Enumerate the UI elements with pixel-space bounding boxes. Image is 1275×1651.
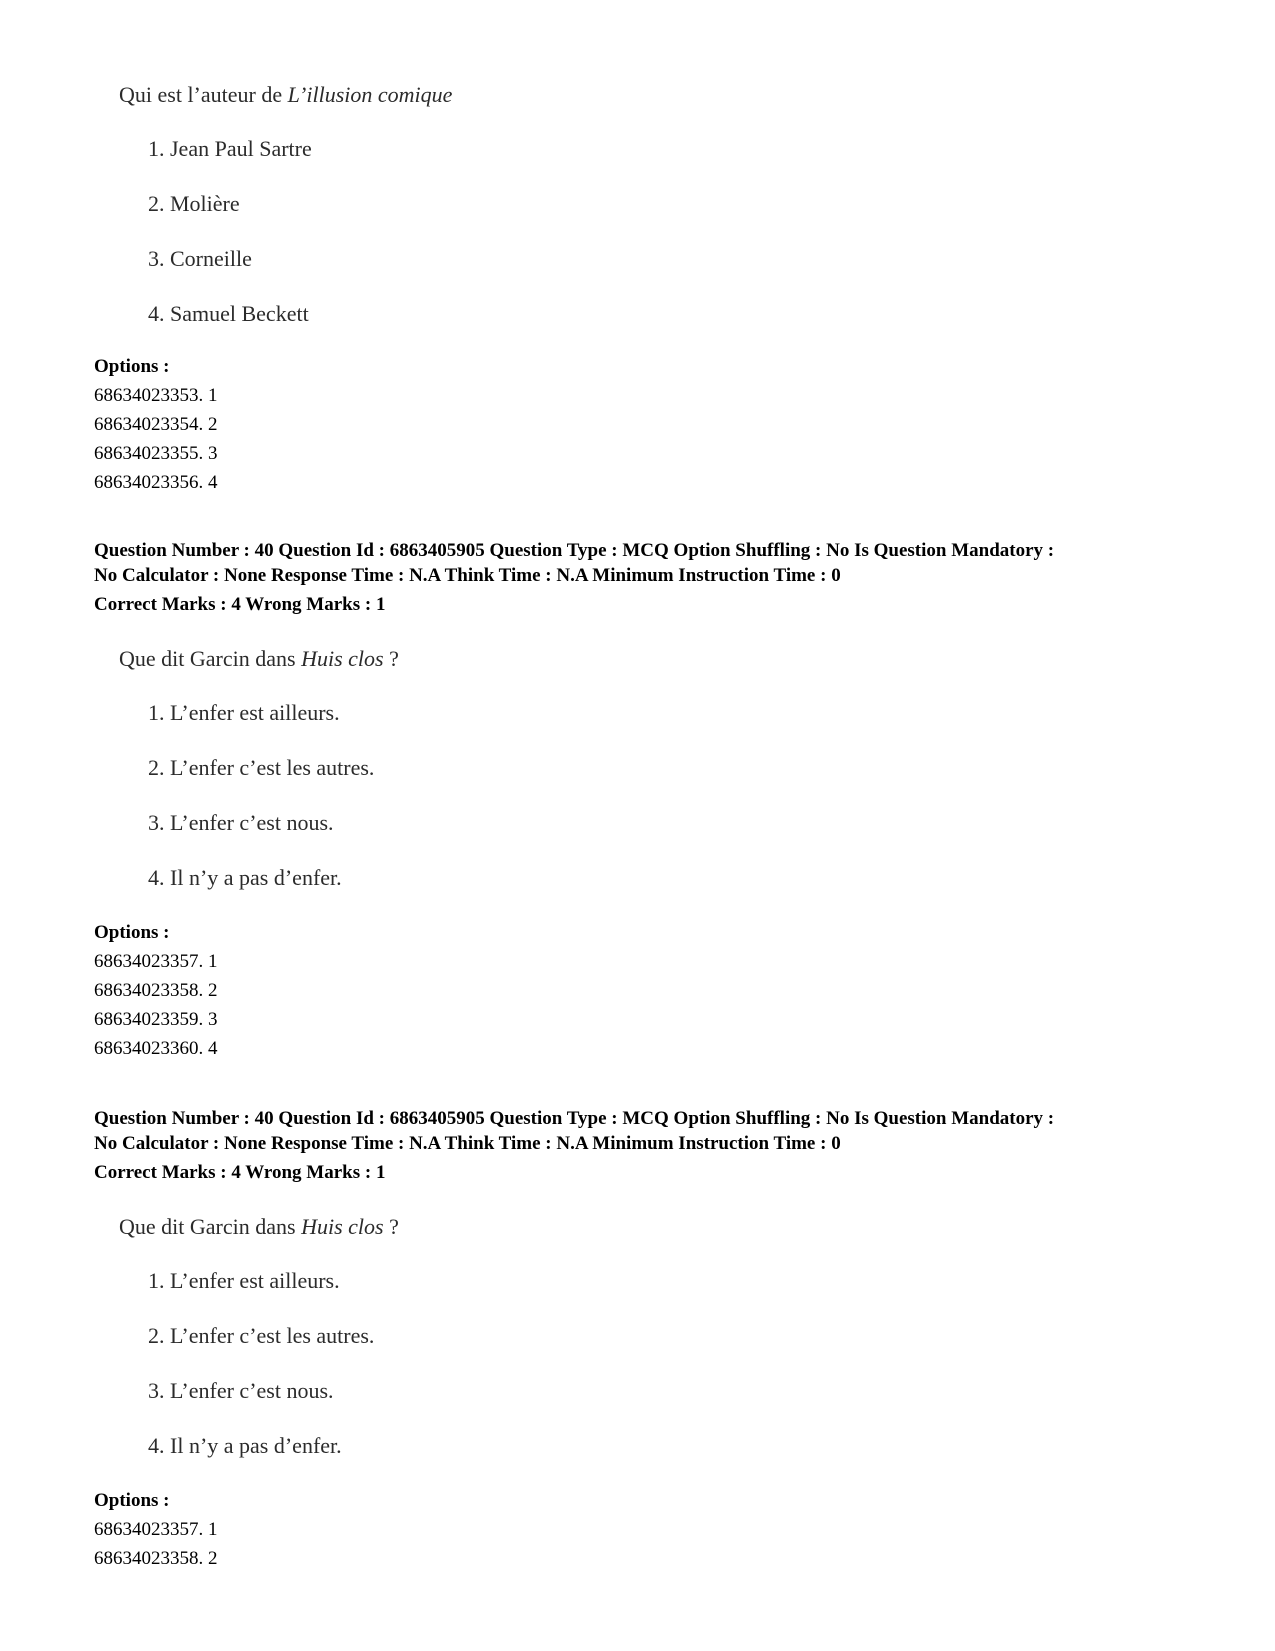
option-id-3: 68634023355. 3 (94, 443, 218, 464)
choice-4: 4. Il n’y a pas d’enfer. (148, 1433, 342, 1458)
choice-1: 1. L’enfer est ailleurs. (148, 1268, 340, 1293)
option-id-3: 68634023359. 3 (94, 1009, 218, 1030)
stem-suffix: ? (383, 646, 399, 671)
option-id-1: 68634023357. 1 (94, 1519, 218, 1540)
question-meta-line-2: No Calculator : None Response Time : N.A Think Time : N.A Minimum Instruction Time : 0 (94, 1133, 841, 1154)
choice-4: 4. Il n’y a pas d’enfer. (148, 865, 342, 890)
options-label: Options : (94, 356, 170, 377)
option-id-2: 68634023358. 2 (94, 1548, 218, 1569)
options-label: Options : (94, 922, 170, 943)
choice-3: 3. L’enfer c’est nous. (148, 1378, 334, 1403)
stem-text: Qui est l’auteur de (119, 82, 288, 107)
choice-2: 2. L’enfer c’est les autres. (148, 755, 375, 780)
stem-text: Que dit Garcin dans (119, 1214, 302, 1239)
question-stem (119, 82, 452, 108)
choice-4: 4. Samuel Beckett (148, 301, 309, 326)
option-id-1: 68634023357. 1 (94, 951, 218, 972)
question-marks: Correct Marks : 4 Wrong Marks : 1 (94, 594, 386, 615)
question-stem (119, 646, 399, 672)
option-id-4: 68634023356. 4 (94, 472, 218, 493)
question-meta-line-1: Question Number : 40 Question Id : 6863405905 Question Type : MCQ Option Shuffling : No Is Question Mandatory : (94, 540, 1055, 561)
question-meta-line-1: Question Number : 40 Question Id : 6863405905 Question Type : MCQ Option Shuffling : No Is Question Mandatory : (94, 1108, 1055, 1129)
question-meta-line-2: No Calculator : None Response Time : N.A Think Time : N.A Minimum Instruction Time : 0 (94, 565, 841, 586)
option-id-2: 68634023358. 2 (94, 980, 218, 1001)
choice-3: 3. L’enfer c’est nous. (148, 810, 334, 835)
options-label: Options : (94, 1490, 170, 1511)
choice-1: 1. Jean Paul Sartre (148, 136, 312, 161)
stem-title-italic: L’illusion comique (287, 82, 453, 107)
choice-3: 3. Corneille (148, 246, 252, 271)
choice-2: 2. Molière (148, 191, 240, 216)
stem-text: Que dit Garcin dans (119, 646, 302, 671)
question-marks: Correct Marks : 4 Wrong Marks : 1 (94, 1162, 386, 1183)
choice-1: 1. L’enfer est ailleurs. (148, 700, 340, 725)
stem-title-italic: Huis clos (301, 646, 384, 671)
option-id-4: 68634023360. 4 (94, 1038, 218, 1059)
option-id-1: 68634023353. 1 (94, 385, 218, 406)
question-stem (119, 1214, 399, 1240)
stem-suffix: ? (383, 1214, 399, 1239)
choice-2: 2. L’enfer c’est les autres. (148, 1323, 375, 1348)
stem-title-italic: Huis clos (301, 1214, 384, 1239)
option-id-2: 68634023354. 2 (94, 414, 218, 435)
